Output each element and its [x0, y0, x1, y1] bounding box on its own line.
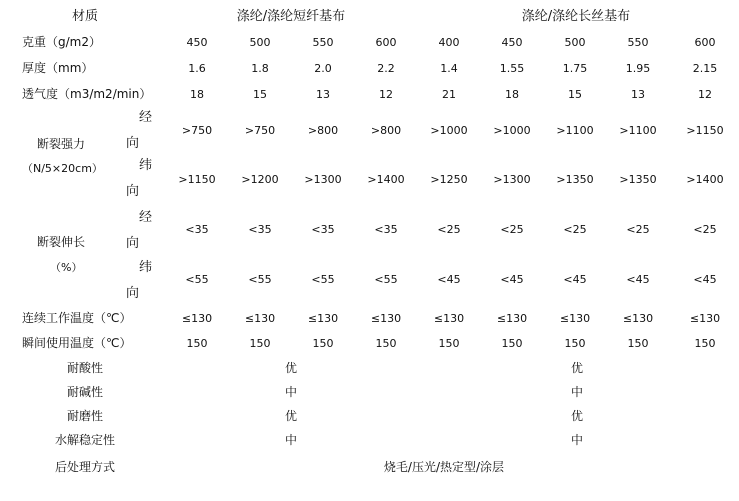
- continuous-temp-value: ≤130: [559, 312, 591, 325]
- weight-value: 500: [249, 36, 271, 49]
- breaking-warp-value: >1000: [430, 124, 468, 137]
- breaking-strength-label: 断裂强力: [37, 137, 86, 151]
- breaking-weft-value: >1350: [619, 173, 657, 186]
- thickness-value: 2.0: [314, 62, 332, 75]
- elongation-warp-value: <25: [500, 223, 524, 236]
- continuous-temp-value: ≤130: [244, 312, 276, 325]
- weight-value: 550: [627, 36, 649, 49]
- instant-temp-value: 150: [312, 337, 334, 350]
- elongation-warp-value: <25: [626, 223, 650, 236]
- permeability-value: 21: [442, 88, 456, 101]
- thickness-value: 1.95: [625, 62, 651, 75]
- elongation-warp-value: <25: [563, 223, 587, 236]
- instant-temp-value: 150: [249, 337, 271, 350]
- weft-label: 纬: [139, 260, 153, 275]
- instant-temp-value: 150: [564, 337, 586, 350]
- permeability-value: 15: [568, 88, 582, 101]
- weight-value: 500: [564, 36, 586, 49]
- thickness-value: 1.55: [499, 62, 525, 75]
- permeability-value: 18: [190, 88, 204, 101]
- continuous-temp-value: ≤130: [622, 312, 654, 325]
- alkali-value-b: 中: [570, 385, 584, 399]
- elongation-unit: （%）: [50, 261, 83, 274]
- instant-temp-value: 150: [375, 337, 397, 350]
- hydrolysis-value-a: 中: [284, 433, 298, 447]
- breaking-warp-value: >750: [181, 124, 213, 137]
- elongation-weft-value: <45: [563, 273, 587, 286]
- thickness-value: 2.2: [377, 62, 395, 75]
- acid-label: 耐酸性: [66, 361, 104, 375]
- weight-value: 550: [312, 36, 334, 49]
- weight-label: 克重（g/m2）: [22, 35, 101, 49]
- abrasion-label: 耐磨性: [66, 409, 104, 423]
- thickness-value: 1.4: [440, 62, 458, 75]
- weight-value: 450: [186, 36, 208, 49]
- acid-value-b: 优: [570, 361, 584, 375]
- breaking-warp-value: >1100: [556, 124, 594, 137]
- permeability-value: 13: [316, 88, 330, 101]
- alkali-value-a: 中: [284, 385, 298, 399]
- breaking-warp-value: >1150: [686, 124, 724, 137]
- hydrolysis-value-b: 中: [570, 433, 584, 447]
- permeability-value: 12: [698, 88, 712, 101]
- elongation-weft-value: <45: [437, 273, 461, 286]
- breaking-weft-value: >1400: [686, 173, 724, 186]
- thickness-value: 1.6: [188, 62, 206, 75]
- breaking-warp-value: >800: [370, 124, 402, 137]
- abrasion-value-b: 优: [570, 409, 584, 423]
- elongation-warp-value: <35: [374, 223, 398, 236]
- breaking-weft-value: >1250: [430, 173, 468, 186]
- permeability-value: 12: [379, 88, 393, 101]
- acid-value-a: 优: [284, 361, 298, 375]
- warp-label: 向: [126, 136, 140, 151]
- permeability-value: 18: [505, 88, 519, 101]
- continuous-temp-value: ≤130: [370, 312, 402, 325]
- elongation-weft-value: <45: [626, 273, 650, 286]
- weft-label: 向: [126, 286, 140, 301]
- permeability-label: 透气度（m3/m2/min）: [22, 87, 152, 101]
- elongation-warp-value: <35: [248, 223, 272, 236]
- continuous-temp-value: ≤130: [181, 312, 213, 325]
- breaking-warp-value: >1000: [493, 124, 531, 137]
- thickness-value: 1.8: [251, 62, 269, 75]
- post-treatment-value: 烧毛/压光/热定型/涂层: [383, 460, 505, 474]
- instant-temp-value: 150: [694, 337, 716, 350]
- thickness-label: 厚度（mm）: [22, 61, 94, 75]
- breaking-weft-value: >1350: [556, 173, 594, 186]
- continuous-temp-value: ≤130: [689, 312, 721, 325]
- hydrolysis-label: 水解稳定性: [54, 433, 116, 447]
- warp-label: 向: [126, 236, 140, 251]
- elongation-weft-value: <55: [185, 273, 209, 286]
- elongation-weft-value: <55: [374, 273, 398, 286]
- breaking-warp-value: >750: [244, 124, 276, 137]
- elongation-warp-value: <35: [311, 223, 335, 236]
- elongation-warp-value: <25: [693, 223, 717, 236]
- instant-temp-value: 150: [186, 337, 208, 350]
- abrasion-value-a: 优: [284, 409, 298, 423]
- breaking-warp-value: >800: [307, 124, 339, 137]
- elongation-warp-value: <35: [185, 223, 209, 236]
- warp-label: 经: [139, 110, 153, 125]
- continuous-temp-value: ≤130: [433, 312, 465, 325]
- elongation-warp-value: <25: [437, 223, 461, 236]
- post-treatment-label: 后处理方式: [54, 460, 116, 474]
- breaking-strength-unit: （N/5×20cm）: [22, 162, 103, 175]
- instant-temp-label: 瞬间使用温度（℃）: [22, 336, 132, 350]
- weft-label: 向: [126, 184, 140, 199]
- weight-value: 600: [375, 36, 397, 49]
- continuous-temp-label: 连续工作温度（℃）: [22, 311, 132, 325]
- breaking-weft-value: >1200: [241, 173, 279, 186]
- weight-value: 450: [501, 36, 523, 49]
- breaking-warp-value: >1100: [619, 124, 657, 137]
- permeability-value: 13: [631, 88, 645, 101]
- thickness-value: 1.75: [562, 62, 588, 75]
- group-a-header: 涤纶/涤纶短纤基布: [236, 9, 346, 24]
- continuous-temp-value: ≤130: [307, 312, 339, 325]
- weight-value: 600: [694, 36, 716, 49]
- weight-value: 400: [438, 36, 460, 49]
- elongation-weft-value: <45: [500, 273, 524, 286]
- instant-temp-value: 150: [501, 337, 523, 350]
- elongation-label: 断裂伸长: [37, 235, 86, 249]
- instant-temp-value: 150: [438, 337, 460, 350]
- elongation-weft-value: <55: [248, 273, 272, 286]
- breaking-weft-value: >1400: [367, 173, 405, 186]
- elongation-weft-value: <45: [693, 273, 717, 286]
- thickness-value: 2.15: [692, 62, 718, 75]
- material-header: 材质: [71, 9, 99, 24]
- weft-label: 纬: [139, 158, 153, 173]
- permeability-value: 15: [253, 88, 267, 101]
- elongation-weft-value: <55: [311, 273, 335, 286]
- breaking-weft-value: >1300: [493, 173, 531, 186]
- group-b-header: 涤纶/涤纶长丝基布: [521, 9, 631, 24]
- continuous-temp-value: ≤130: [496, 312, 528, 325]
- breaking-weft-value: >1300: [304, 173, 342, 186]
- warp-label: 经: [139, 210, 153, 225]
- instant-temp-value: 150: [627, 337, 649, 350]
- alkali-label: 耐碱性: [66, 385, 104, 399]
- breaking-weft-value: >1150: [178, 173, 216, 186]
